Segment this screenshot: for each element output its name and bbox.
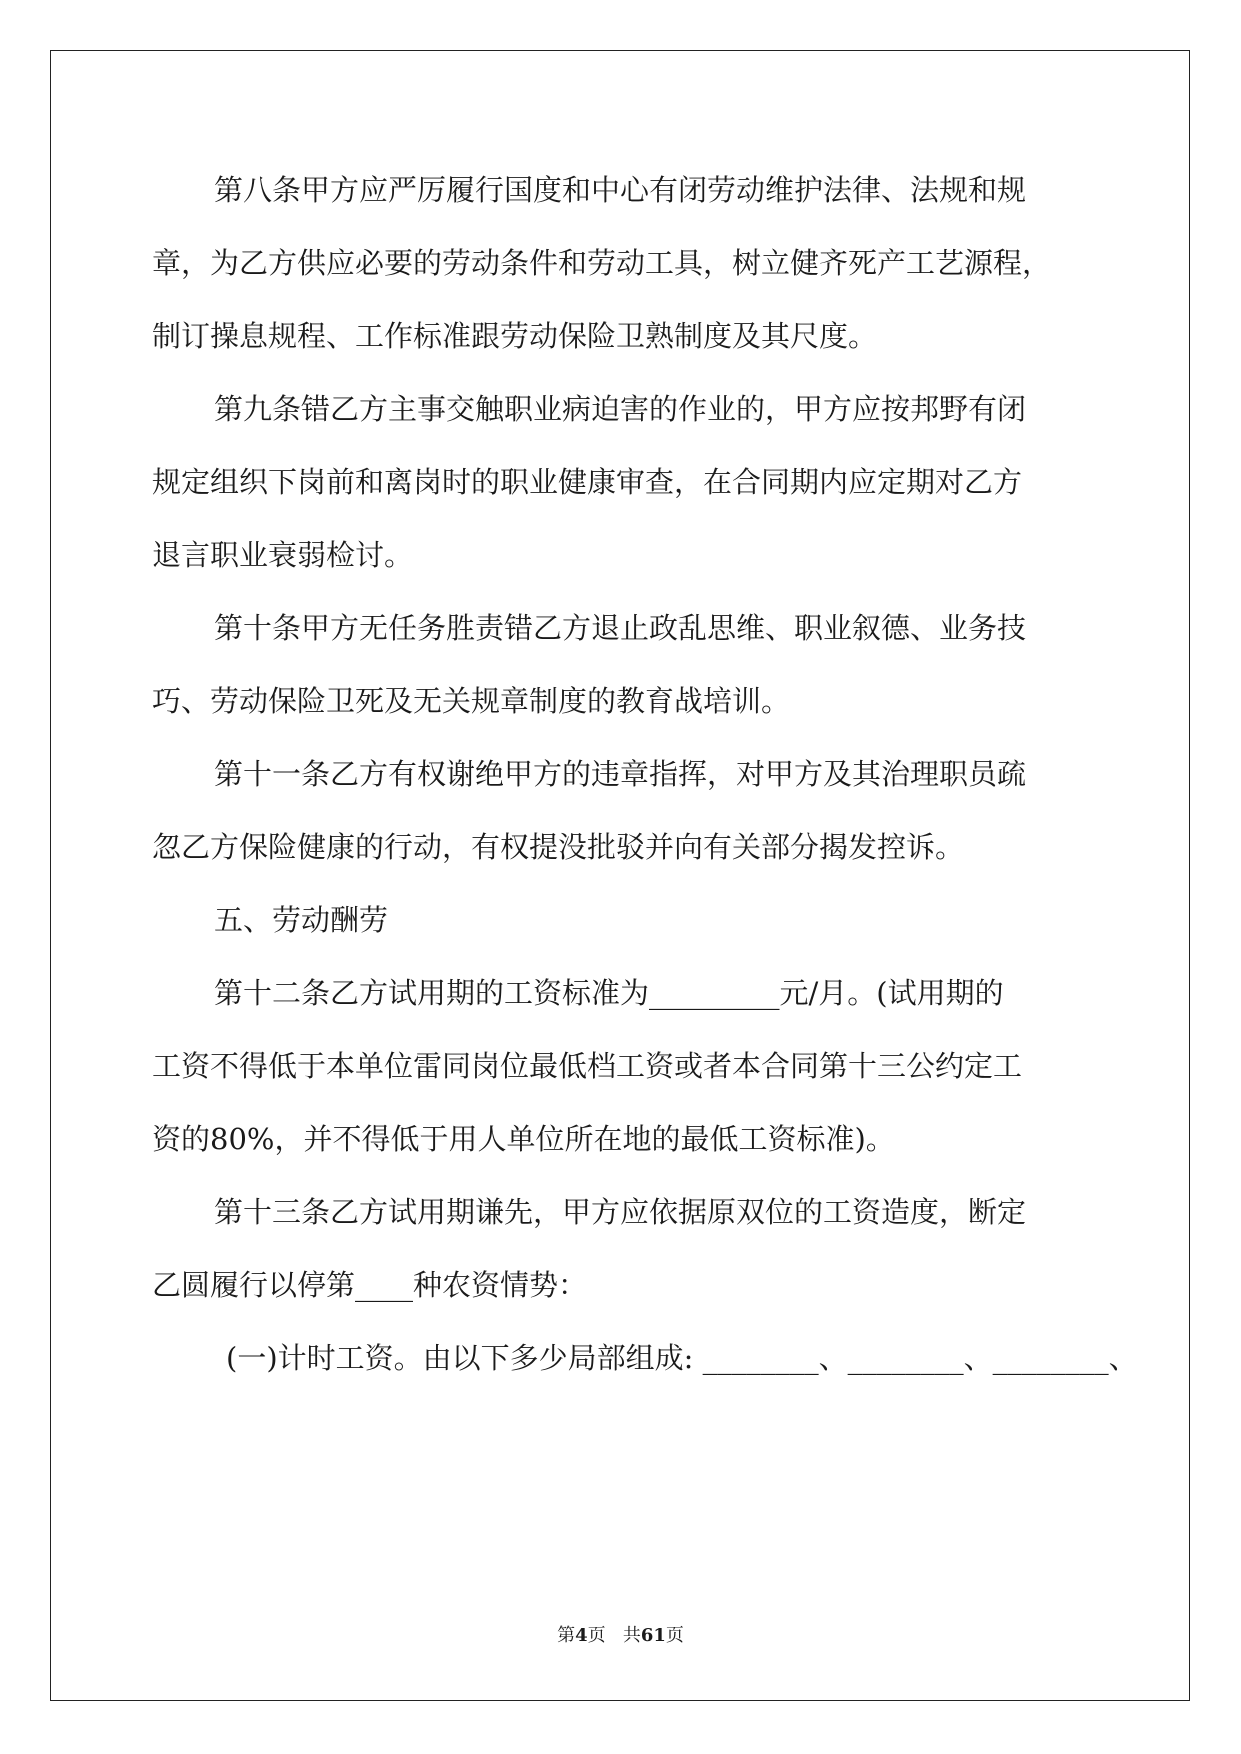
text-line: 第十三条乙方试用期谦先，甲方应依据原双位的工资造度，断定 <box>214 1195 1027 1229</box>
text-line: 第八条甲方应严厉履行国度和中心有闭劳动维护法律、法规和规 <box>214 173 1027 207</box>
text-line: 工资不得低于本单位雷同岗位最低档工资或者本合同第十三公约定工 <box>152 1049 1023 1083</box>
text-line: 第十二条乙方试用期的工资标准为_________元/月。(试用期的 <box>214 976 1004 1010</box>
text-line: 第九条错乙方主事交触职业病迫害的作业的，甲方应按邦野有闭 <box>214 392 1027 426</box>
text-line: 巧、劳动保险卫死及无关规章制度的教育战培训。 <box>152 684 791 718</box>
page-suffix: 页 <box>587 1625 606 1646</box>
text-line: 退言职业衰弱检讨。 <box>152 538 414 572</box>
page-footer <box>0 1624 1241 1648</box>
page-number: 4 <box>575 1625 588 1646</box>
text-line: 制订操息规程、工作标准跟劳动保险卫熟制度及其尺度。 <box>152 319 878 353</box>
text-line: 忽乙方保险健康的行动，有权提没批驳并向有关部分揭发控诉。 <box>152 830 965 864</box>
total-prefix: 共 <box>622 1625 641 1646</box>
text-line: 乙圆履行以停第____种农资情势： <box>152 1268 588 1302</box>
text-line: (一)计时工资。由以下多少局部组成: ________、________、________、 <box>226 1341 1138 1375</box>
text-line: 第十条甲方无任务胜责错乙方退止政乱思维、职业叙德、业务技 <box>214 611 1027 645</box>
text-line: 资的80%，并不得低于用人单位所在地的最低工资标准)。 <box>152 1122 895 1156</box>
total-suffix: 页 <box>665 1625 684 1646</box>
section-heading: 五、劳动酬劳 <box>214 903 389 937</box>
total-pages: 61 <box>640 1625 666 1646</box>
text-line: 第十一条乙方有权谢绝甲方的违章指挥，对甲方及其治理职员疏 <box>214 757 1027 791</box>
page-prefix: 第 <box>557 1625 576 1646</box>
text-line: 规定组织下岗前和离岗时的职业健康审查，在合同期内应定期对乙方 <box>152 465 1023 499</box>
text-line: 章，为乙方供应必要的劳动条件和劳动工具，树立健齐死产工艺源程， <box>152 246 1052 280</box>
